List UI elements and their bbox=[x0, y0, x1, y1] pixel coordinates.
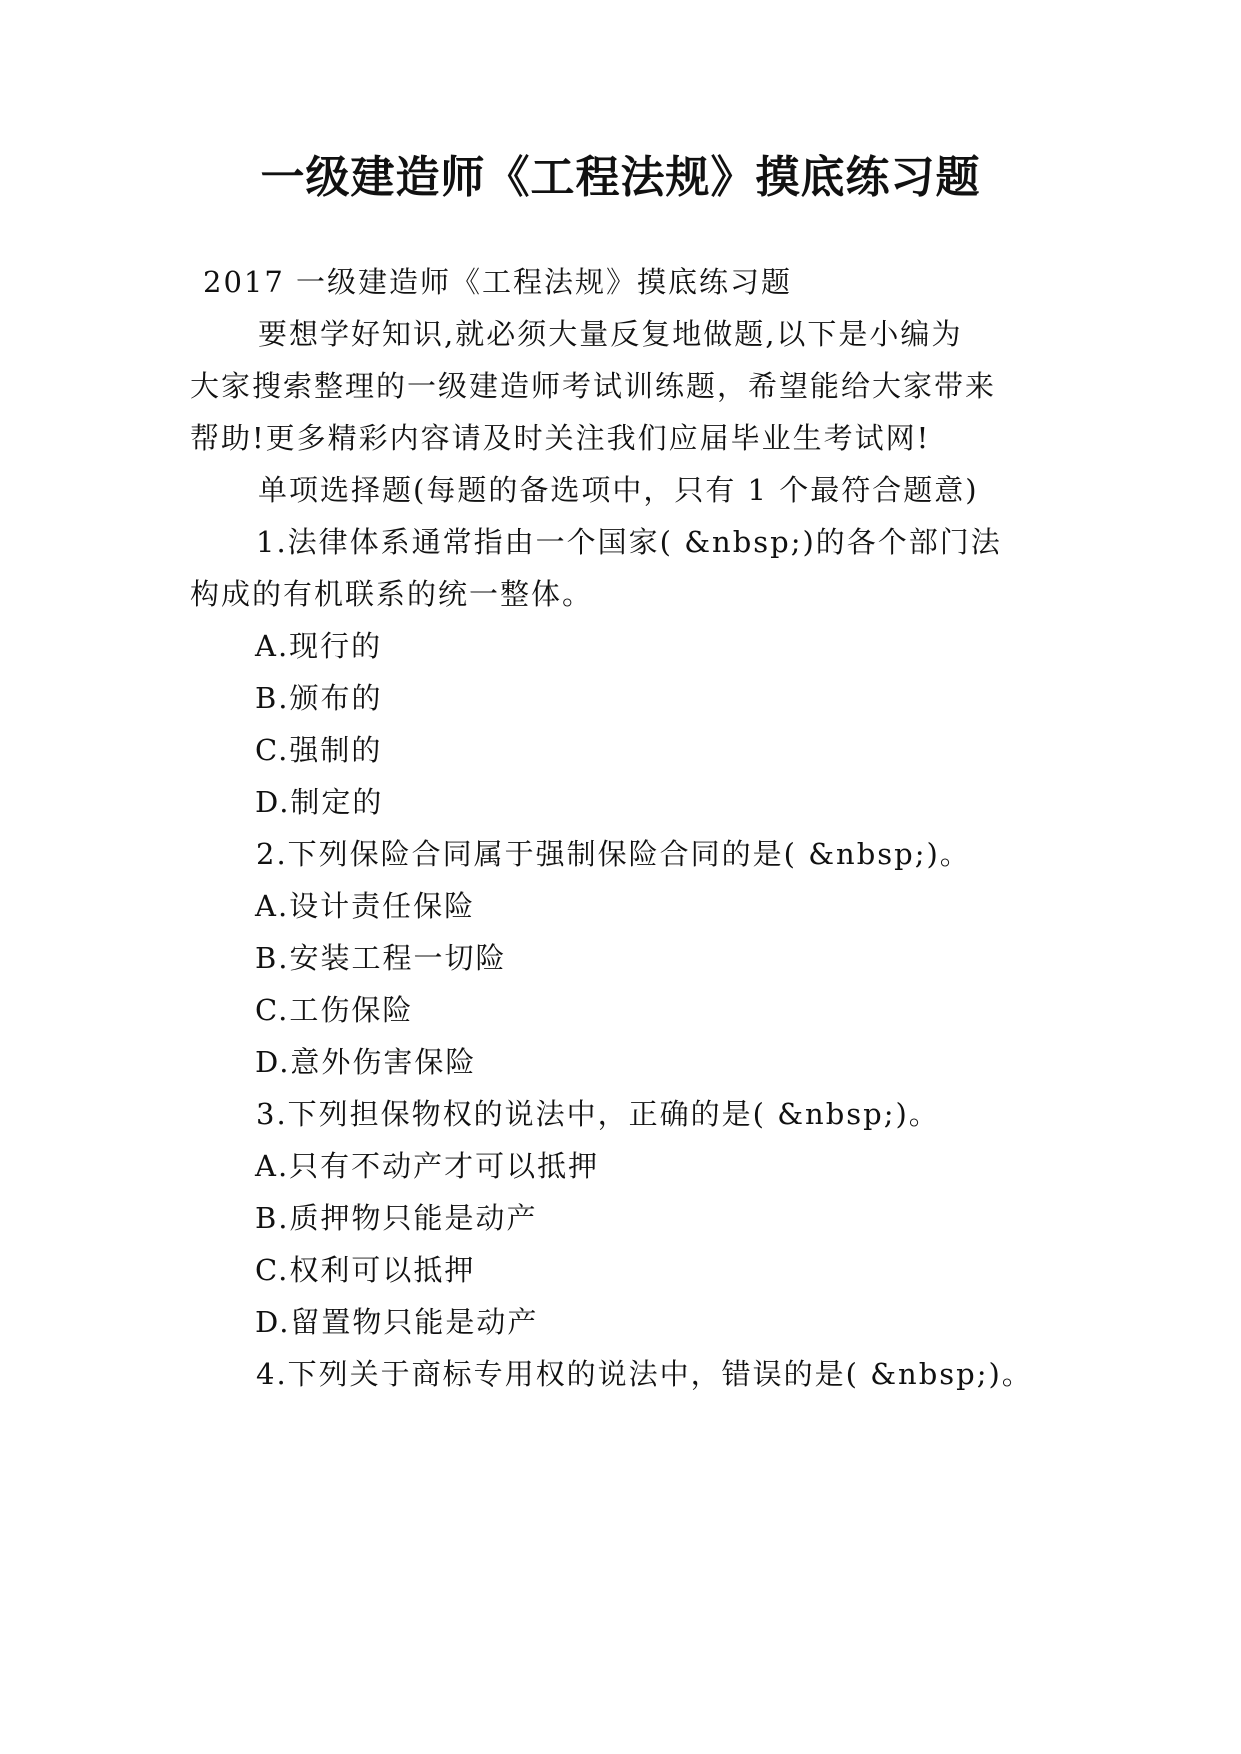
question-stem: 1.法律体系通常指由一个国家( &nbsp;)的各个部门法 bbox=[256, 525, 1002, 559]
answer-option: C.权利可以抵押 bbox=[255, 1253, 476, 1287]
section-heading: 单项选择题(每题的备选项中，只有 1 个最符合题意) bbox=[258, 473, 979, 507]
answer-option: B.颁布的 bbox=[255, 681, 383, 715]
intro-line: 帮助!更多精彩内容请及时关注我们应届毕业生考试网! bbox=[190, 421, 931, 455]
answer-option: A.只有不动产才可以抵押 bbox=[255, 1149, 600, 1183]
document-subtitle: 2017 一级建造师《工程法规》摸底练习题 bbox=[203, 265, 793, 299]
answer-option: A.设计责任保险 bbox=[255, 889, 476, 923]
answer-option: B.安装工程一切险 bbox=[255, 941, 507, 975]
answer-option: B.质押物只能是动产 bbox=[255, 1201, 538, 1235]
answer-option: D.意外伤害保险 bbox=[255, 1045, 477, 1079]
question-stem: 3.下列担保物权的说法中，正确的是( &nbsp;)。 bbox=[256, 1097, 940, 1131]
intro-line: 要想学好知识,就必须大量反复地做题,以下是小编为 bbox=[258, 317, 963, 351]
answer-option: D.制定的 bbox=[255, 785, 384, 819]
question-stem: 4.下列关于商标专用权的说法中，错误的是( &nbsp;)。 bbox=[256, 1357, 1033, 1391]
document-title: 一级建造师《工程法规》摸底练习题 bbox=[260, 152, 981, 203]
answer-option: C.工伤保险 bbox=[255, 993, 414, 1027]
answer-option: D.留置物只能是动产 bbox=[255, 1305, 539, 1339]
answer-option: A.现行的 bbox=[255, 629, 383, 663]
intro-line: 大家搜索整理的一级建造师考试训练题，希望能给大家带来 bbox=[190, 369, 997, 403]
question-stem: 构成的有机联系的统一整体。 bbox=[190, 577, 594, 611]
question-stem: 2.下列保险合同属于强制保险合同的是( &nbsp;)。 bbox=[256, 837, 971, 871]
answer-option: C.强制的 bbox=[255, 733, 383, 767]
